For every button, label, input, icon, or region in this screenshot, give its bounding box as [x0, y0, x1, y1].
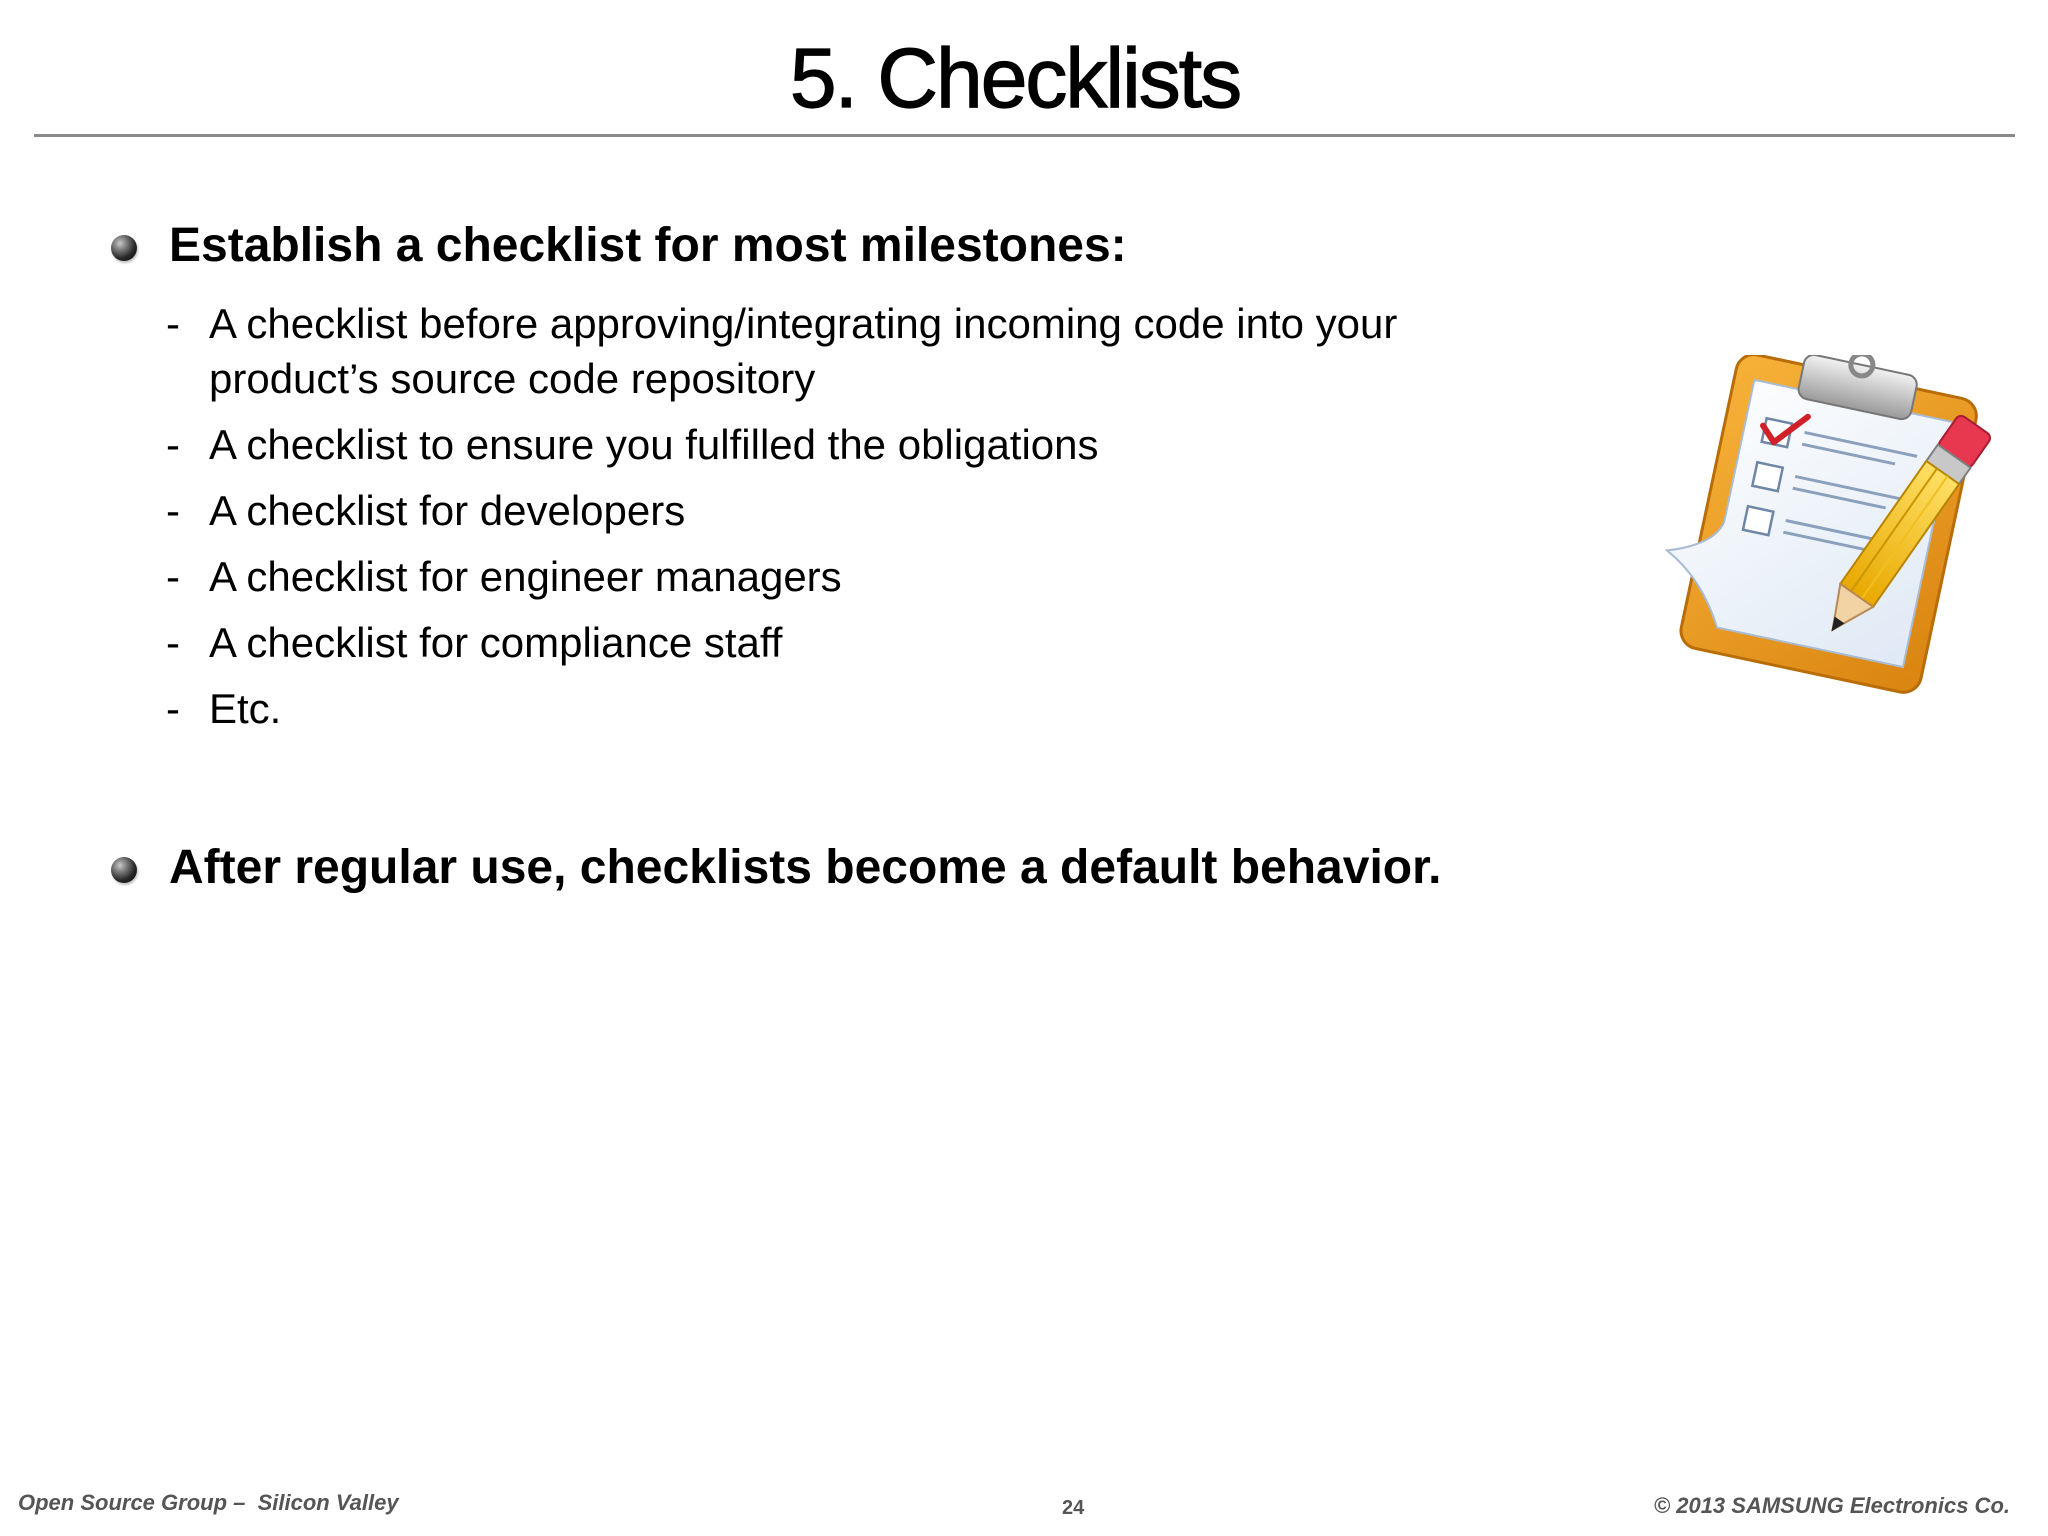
bullet-icon [111, 235, 137, 261]
slide-title: 5. Checklists [789, 31, 1241, 125]
sub-item-list [166, 296, 1566, 747]
footer-copyright: © 2013 SAMSUNG Electronics Co. [1653, 1493, 2010, 1518]
dash-marker: - [166, 685, 180, 732]
dash-marker: - [166, 421, 180, 468]
sub-item [166, 483, 1566, 538]
clipboard-checklist-pencil-icon [1646, 355, 2026, 700]
checkbox-2 [1752, 462, 1782, 491]
checkbox-3 [1743, 506, 1773, 535]
sub-item [166, 417, 1566, 472]
sub-item [166, 681, 1566, 736]
footer-page-number: 24 [1062, 1497, 1085, 1519]
sub-item-text: A checklist for compliance staff [209, 619, 783, 666]
bullet-icon [111, 857, 137, 883]
dash-marker: - [166, 300, 180, 347]
bullet-heading-default-behavior: After regular use, checklists become a default behavior. [169, 841, 1442, 894]
footer-group-name: Open Source Group – Silicon Valley [18, 1490, 399, 1515]
dash-marker: - [166, 553, 180, 600]
dash-marker: - [166, 619, 180, 666]
title-divider [34, 134, 2015, 137]
sub-item-text: A checklist for engineer managers [209, 553, 842, 600]
dash-marker: - [166, 487, 180, 534]
sub-item [166, 296, 1566, 406]
bullet-heading-checklist-milestones: Establish a checklist for most milestones: [169, 219, 1127, 272]
sub-item-text: A checklist to ensure you fulfilled the obligations [209, 421, 1099, 468]
sub-item [166, 549, 1566, 604]
sub-item-text: A checklist before approving/integrating incoming code into your product’s source code repository [209, 300, 1398, 402]
sub-item-text: Etc. [209, 685, 282, 732]
sub-item-text: A checklist for developers [209, 487, 686, 534]
sub-item [166, 615, 1566, 670]
